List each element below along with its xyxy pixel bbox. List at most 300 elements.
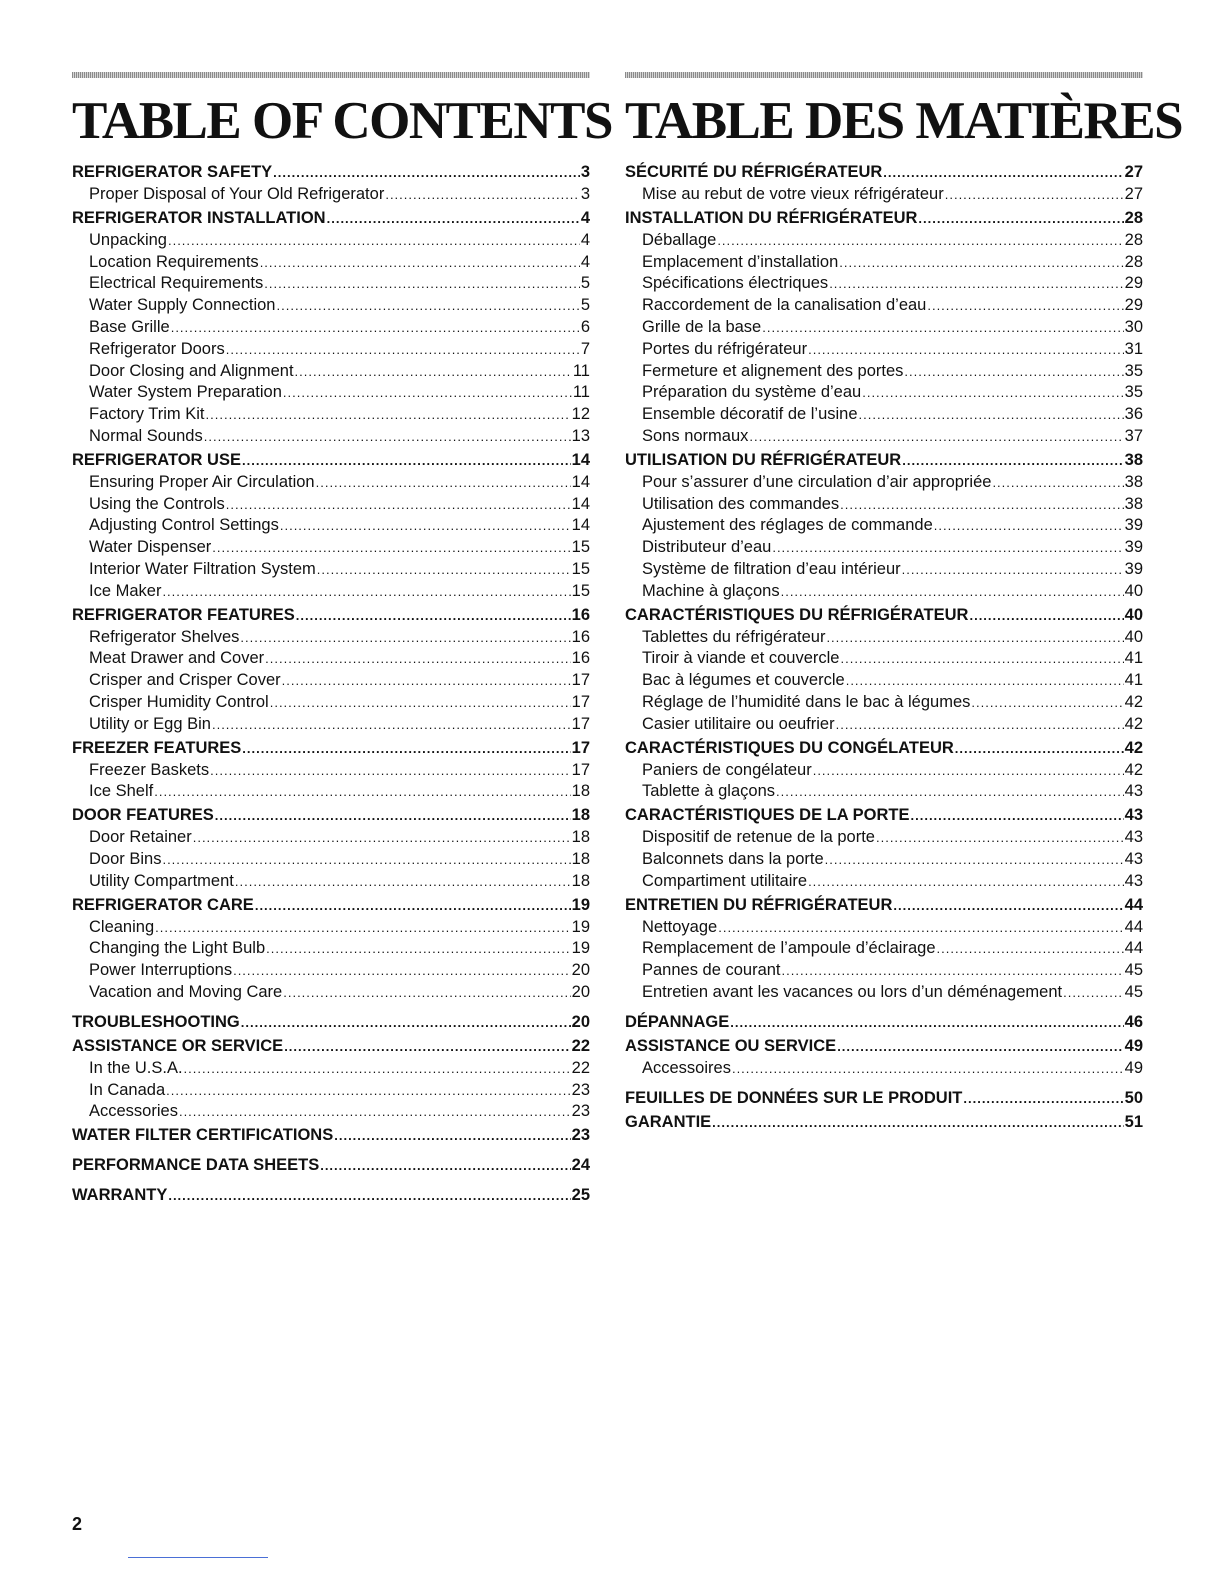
toc-subsection-entry[interactable] — [72, 581, 590, 603]
dot-leader — [273, 161, 580, 185]
dot-leader — [264, 273, 580, 295]
toc-subsection-entry[interactable] — [625, 982, 1143, 1004]
toc-subsection-entry[interactable] — [625, 827, 1143, 849]
dot-leader — [226, 494, 571, 516]
toc-subsection-entry[interactable] — [625, 760, 1143, 782]
toc-entry-page-number: 18 — [571, 871, 590, 890]
dot-leader — [212, 714, 571, 736]
toc-entry-label: Ajustement des réglages de commande — [642, 516, 933, 535]
toc-subsection-entry[interactable] — [72, 1101, 590, 1123]
dot-leader — [813, 760, 1124, 782]
toc-entry-label: Water System Preparation — [89, 383, 282, 402]
toc-subsection-entry[interactable] — [625, 295, 1143, 317]
toc-entry-page-number: 46 — [1124, 1012, 1143, 1031]
toc-entry-page-number: 5 — [580, 274, 590, 293]
dot-leader — [782, 960, 1124, 982]
toc-entry-label: Ice Shelf — [89, 782, 154, 801]
toc-section-entry[interactable] — [625, 603, 1143, 627]
toc-entry-page-number: 51 — [1124, 1112, 1143, 1131]
toc-section-entry[interactable] — [72, 1153, 590, 1177]
toc-subsection-entry[interactable] — [72, 781, 590, 803]
dot-leader — [717, 230, 1123, 252]
dot-leader — [242, 449, 571, 473]
toc-entry-label: Freezer Baskets — [89, 760, 210, 779]
dot-leader — [911, 804, 1124, 828]
toc-entry-label: Mise au rebut de votre vieux réfrigérateur — [642, 185, 944, 203]
toc-subsection-entry[interactable] — [625, 361, 1143, 383]
toc-subsection-entry[interactable] — [72, 537, 590, 559]
toc-entry-label: Vacation and Moving Care — [89, 982, 283, 1001]
dot-leader — [166, 1080, 570, 1102]
dot-leader — [327, 207, 580, 231]
dot-leader — [168, 1184, 570, 1208]
toc-entry-page-number: 43 — [1124, 806, 1143, 825]
dot-leader — [839, 252, 1123, 274]
toc-subsection-entry[interactable] — [72, 714, 590, 736]
toc-entry-page-number: 16 — [571, 605, 590, 624]
toc-section-entry[interactable] — [72, 160, 590, 184]
toc-subsection-entry[interactable] — [72, 827, 590, 849]
toc-entry-page-number: 17 — [571, 671, 590, 690]
toc-section-entry[interactable] — [625, 803, 1143, 827]
toc-section-entry[interactable] — [72, 893, 590, 917]
toc-entry-label: GARANTIE — [625, 1112, 712, 1131]
dot-leader — [837, 1035, 1123, 1059]
toc-entry-page-number: 38 — [1124, 450, 1143, 469]
toc-entry-label: Spécifications électriques — [642, 274, 829, 293]
toc-entry-label: Remplacement de l’ampoule d’éclairage — [642, 939, 936, 958]
toc-subsection-entry[interactable] — [625, 515, 1143, 537]
dot-leader — [280, 515, 571, 537]
toc-entry-label: Utility Compartment — [89, 871, 234, 890]
toc-entry-page-number: 40 — [1124, 627, 1143, 646]
toc-section-entry[interactable] — [625, 206, 1143, 230]
toc-entry-page-number: 28 — [1124, 252, 1143, 271]
dot-leader — [283, 382, 572, 404]
toc-entry-label: ASSISTANCE OR SERVICE — [72, 1036, 284, 1055]
toc-section-entry[interactable] — [72, 736, 590, 760]
dot-leader — [255, 894, 571, 918]
toc-subsection-entry[interactable] — [72, 670, 590, 692]
toc-entry-page-number: 5 — [580, 296, 590, 315]
dot-leader — [270, 692, 571, 714]
dot-leader — [295, 361, 572, 383]
toc-subsection-entry[interactable] — [72, 938, 590, 960]
toc-entry-page-number: 27 — [1124, 185, 1143, 203]
dot-leader — [876, 827, 1124, 849]
toc-entry-label: Proper Disposal of Your Old Refrigerator — [89, 185, 385, 203]
toc-entry-label: SÉCURITÉ DU RÉFRIGÉRATEUR — [625, 163, 883, 181]
toc-entry-label: Dispositif de retenue de la porte — [642, 828, 875, 847]
toc-entry-page-number: 41 — [1124, 671, 1143, 690]
toc-section-entry[interactable] — [625, 1086, 1143, 1110]
toc-entry-label: CARACTÉRISTIQUES DU RÉFRIGÉRATEUR — [625, 605, 969, 624]
toc-section-entry[interactable] — [72, 206, 590, 230]
toc-section-entry[interactable] — [625, 1110, 1143, 1134]
toc-entry-page-number: 24 — [571, 1156, 590, 1175]
toc-entry-page-number: 17 — [571, 692, 590, 711]
toc-entry-page-number: 39 — [1124, 538, 1143, 557]
dot-leader — [210, 760, 571, 782]
toc-list — [72, 160, 590, 1207]
toc-subsection-entry[interactable] — [625, 960, 1143, 982]
toc-subsection-entry[interactable] — [72, 760, 590, 782]
dot-leader — [260, 252, 580, 274]
toc-section-entry[interactable] — [72, 1183, 590, 1207]
dot-leader — [762, 317, 1123, 339]
toc-subsection-entry[interactable] — [72, 404, 590, 426]
dot-leader — [320, 1154, 570, 1178]
toc-entry-label: Crisper and Crisper Cover — [89, 671, 281, 690]
dot-leader — [193, 827, 571, 849]
toc-subsection-entry[interactable] — [625, 692, 1143, 714]
toc-entry-page-number: 41 — [1124, 649, 1143, 668]
dot-leader — [893, 894, 1123, 918]
toc-entry-page-number: 23 — [571, 1080, 590, 1099]
dot-leader — [162, 581, 570, 603]
toc-subsection-entry[interactable] — [72, 295, 590, 317]
toc-entry-page-number: 4 — [580, 208, 590, 227]
toc-subsection-entry[interactable] — [625, 273, 1143, 295]
toc-entry-page-number: 40 — [1124, 605, 1143, 624]
toc-entry-page-number: 42 — [1124, 692, 1143, 711]
toc-entry-page-number: 6 — [580, 317, 590, 336]
toc-entry-page-number: 15 — [571, 559, 590, 578]
toc-entry-page-number: 18 — [571, 806, 590, 825]
toc-entry-page-number: 19 — [571, 939, 590, 958]
toc-entry-page-number: 43 — [1124, 782, 1143, 801]
toc-subsection-entry[interactable] — [72, 917, 590, 939]
toc-subsection-entry[interactable] — [72, 1058, 590, 1080]
toc-entry-page-number: 17 — [571, 714, 590, 733]
toc-subsection-entry[interactable] — [72, 515, 590, 537]
toc-entry-page-number: 27 — [1124, 163, 1143, 181]
toc-entry-page-number: 29 — [1124, 274, 1143, 293]
page-number: 2 — [72, 1514, 83, 1534]
dot-leader — [204, 426, 571, 448]
toc-section-entry[interactable] — [72, 1123, 590, 1147]
toc-entry-page-number: 35 — [1124, 383, 1143, 402]
toc-section-entry[interactable] — [72, 1010, 590, 1034]
toc-entry-page-number: 19 — [571, 917, 590, 936]
toc-entry-page-number: 31 — [1124, 339, 1143, 358]
toc-entry-label: Accessoires — [642, 1058, 731, 1077]
dot-leader — [215, 804, 571, 828]
toc-entry-page-number: 23 — [571, 1126, 590, 1145]
toc-entry-page-number: 3 — [580, 163, 590, 181]
toc-subsection-entry[interactable] — [625, 472, 1143, 494]
toc-subsection-entry[interactable] — [72, 494, 590, 516]
toc-entry-page-number: 14 — [571, 494, 590, 513]
toc-subsection-entry[interactable] — [625, 627, 1143, 649]
dot-leader — [963, 1087, 1123, 1111]
toc-entry-label: UTILISATION DU RÉFRIGÉRATEUR — [625, 450, 902, 469]
toc-entry-label: CARACTÉRISTIQUES DU CONGÉLATEUR — [625, 738, 954, 757]
toc-subsection-entry[interactable] — [625, 1058, 1143, 1080]
toc-section-entry[interactable] — [625, 736, 1143, 760]
toc-section-entry[interactable] — [72, 448, 590, 472]
toc-entry-page-number: 42 — [1124, 760, 1143, 779]
dot-leader — [316, 472, 571, 494]
toc-subsection-entry[interactable] — [625, 581, 1143, 603]
toc-entry-page-number: 14 — [571, 450, 590, 469]
toc-subsection-entry[interactable] — [625, 781, 1143, 803]
toc-subsection-entry[interactable] — [625, 714, 1143, 736]
dot-leader — [718, 917, 1123, 939]
toc-entry-page-number: 44 — [1124, 895, 1143, 914]
toc-subsection-entry[interactable] — [72, 317, 590, 339]
toc-section-entry[interactable] — [625, 160, 1143, 184]
dot-leader — [918, 207, 1123, 231]
toc-entry-label: Ice Maker — [89, 581, 162, 600]
toc-entry-page-number: 25 — [571, 1186, 590, 1205]
toc-entry-label: REFRIGERATOR FEATURES — [72, 605, 295, 624]
toc-entry-label: REFRIGERATOR CARE — [72, 895, 254, 914]
toc-subsection-entry[interactable] — [72, 960, 590, 982]
dot-leader — [296, 604, 571, 628]
dot-leader — [808, 871, 1124, 893]
toc-entry-label: Meat Drawer and Cover — [89, 649, 265, 668]
toc-entry-label: Door Retainer — [89, 828, 192, 847]
toc-entry-page-number: 19 — [571, 895, 590, 914]
toc-subsection-entry[interactable] — [72, 230, 590, 252]
dot-leader — [808, 339, 1124, 361]
dot-leader — [712, 1111, 1123, 1135]
dot-leader — [862, 382, 1123, 404]
toc-entry-page-number: 45 — [1124, 982, 1143, 1001]
toc-entry-label: Sons normaux — [642, 426, 749, 445]
toc-entry-label: PERFORMANCE DATA SHEETS — [72, 1156, 320, 1175]
toc-entry-page-number: 11 — [572, 383, 590, 402]
dot-leader — [179, 1101, 571, 1123]
toc-subsection-entry[interactable] — [625, 426, 1143, 448]
toc-subsection-entry[interactable] — [625, 317, 1143, 339]
toc-subsection-entry[interactable] — [72, 361, 590, 383]
toc-entry-page-number: 38 — [1124, 494, 1143, 513]
toc-entry-label: Door Bins — [89, 849, 162, 868]
toc-entry-page-number: 44 — [1124, 917, 1143, 936]
toc-entry-page-number: 14 — [571, 516, 590, 535]
toc-subsection-entry[interactable] — [625, 252, 1143, 274]
toc-subsection-entry[interactable] — [72, 382, 590, 404]
toc-entry-page-number: 39 — [1124, 516, 1143, 535]
toc-entry-page-number: 45 — [1124, 961, 1143, 980]
toc-entry-label: Raccordement de la canalisation d’eau — [642, 296, 927, 315]
toc-entry-label: In the U.S.A. — [89, 1058, 183, 1077]
toc-section-entry[interactable] — [625, 448, 1143, 472]
toc-subsection-entry[interactable] — [72, 252, 590, 274]
toc-entry-label: ASSISTANCE OU SERVICE — [625, 1036, 837, 1055]
toc-entry-label: Tablettes du réfrigérateur — [642, 627, 826, 646]
toc-subsection-entry[interactable] — [72, 871, 590, 893]
toc-entry-label: FEUILLES DE DONNÉES SUR LE PRODUIT — [625, 1088, 963, 1107]
toc-column-english — [72, 72, 612, 1207]
toc-subsection-entry[interactable] — [72, 426, 590, 448]
dot-leader — [732, 1058, 1124, 1080]
toc-entry-page-number: 11 — [572, 361, 590, 380]
toc-entry-label: Door Closing and Alignment — [89, 361, 294, 380]
toc-entry-page-number: 17 — [571, 738, 590, 757]
dot-leader — [282, 670, 571, 692]
toc-subsection-entry[interactable] — [72, 648, 590, 670]
toc-subsection-entry[interactable] — [625, 871, 1143, 893]
toc-entry-page-number: 22 — [571, 1058, 590, 1077]
dot-leader — [883, 161, 1123, 185]
dot-leader — [902, 449, 1123, 473]
toc-subsection-entry[interactable] — [72, 472, 590, 494]
toc-entry-label: Bac à légumes et couvercle — [642, 671, 845, 690]
toc-subsection-entry[interactable] — [625, 230, 1143, 252]
toc-entry-label: Grille de la base — [642, 317, 762, 336]
toc-subsection-entry[interactable] — [72, 1080, 590, 1102]
dot-leader — [826, 627, 1123, 649]
toc-entry-page-number: 37 — [1124, 426, 1143, 445]
toc-subsection-entry[interactable] — [625, 404, 1143, 426]
toc-entry-page-number: 36 — [1124, 405, 1143, 424]
toc-entry-page-number: 17 — [571, 760, 590, 779]
toc-section-entry[interactable] — [625, 893, 1143, 917]
toc-entry-page-number: 4 — [580, 230, 590, 249]
toc-entry-label: FREEZER FEATURES — [72, 738, 242, 757]
toc-subsection-entry[interactable] — [625, 494, 1143, 516]
toc-subsection-entry[interactable] — [72, 184, 590, 206]
toc-subsection-entry[interactable] — [72, 339, 590, 361]
toc-section-entry[interactable] — [625, 1010, 1143, 1034]
toc-entry-page-number: 43 — [1124, 828, 1143, 847]
toc-subsection-entry[interactable] — [72, 692, 590, 714]
toc-entry-label: Refrigerator Doors — [89, 339, 225, 358]
toc-subsection-entry[interactable] — [625, 938, 1143, 960]
toc-entry-label: Cleaning — [89, 917, 155, 936]
toc-entry-label: Compartiment utilitaire — [642, 871, 808, 890]
toc-entry-page-number: 23 — [571, 1102, 590, 1121]
dot-leader — [334, 1124, 570, 1148]
toc-entry-label: Paniers de congélateur — [642, 760, 812, 779]
toc-entry-label: REFRIGERATOR SAFETY — [72, 163, 273, 181]
dot-leader — [772, 537, 1123, 559]
dot-leader — [971, 692, 1123, 714]
dot-leader — [240, 627, 570, 649]
toc-entry-page-number: 39 — [1124, 559, 1143, 578]
dot-leader — [840, 648, 1123, 670]
dot-leader — [902, 559, 1124, 581]
toc-entry-label: Emplacement d’installation — [642, 252, 839, 271]
toc-entry-label: Distributeur d’eau — [642, 538, 772, 557]
toc-section-entry[interactable] — [72, 1034, 590, 1058]
toc-section-entry[interactable] — [72, 603, 590, 627]
toc-entry-page-number: 15 — [571, 538, 590, 557]
toc-entry-label: Machine à glaçons — [642, 581, 780, 600]
dot-leader — [955, 737, 1124, 761]
toc-entry-label: Refrigerator Shelves — [89, 627, 240, 646]
dot-leader — [825, 849, 1124, 871]
toc-entry-label: Utility or Egg Bin — [89, 714, 211, 733]
dot-leader — [171, 317, 580, 339]
toc-entry-label: INSTALLATION DU RÉFRIGÉRATEUR — [625, 208, 918, 227]
toc-subsection-entry[interactable] — [625, 184, 1143, 206]
dot-leader — [836, 714, 1124, 736]
toc-entry-page-number: 35 — [1124, 361, 1143, 380]
dot-leader — [730, 1011, 1123, 1035]
toc-entry-label: WARRANTY — [72, 1186, 168, 1205]
toc-entry-label: REFRIGERATOR USE — [72, 450, 241, 469]
toc-entry-page-number: 4 — [580, 252, 590, 271]
dot-leader — [226, 339, 580, 361]
toc-entry-page-number: 29 — [1124, 296, 1143, 315]
toc-section-entry[interactable] — [625, 1034, 1143, 1058]
toc-subsection-entry[interactable] — [72, 559, 590, 581]
toc-entry-page-number: 49 — [1124, 1036, 1143, 1055]
toc-entry-label: REFRIGERATOR INSTALLATION — [72, 208, 326, 227]
toc-subsection-entry[interactable] — [625, 382, 1143, 404]
toc-entry-page-number: 18 — [571, 828, 590, 847]
toc-subsection-entry[interactable] — [625, 917, 1143, 939]
toc-entry-label: Système de filtration d’eau intérieur — [642, 559, 901, 578]
toc-entry-label: DÉPANNAGE — [625, 1012, 730, 1031]
dot-leader — [904, 361, 1123, 383]
toc-subsection-entry[interactable] — [625, 648, 1143, 670]
toc-subsection-entry[interactable] — [625, 670, 1143, 692]
toc-entry-label: Casier utilitaire ou oeufrier — [642, 714, 835, 733]
dot-leader — [277, 295, 580, 317]
toc-entry-label: CARACTÉRISTIQUES DE LA PORTE — [625, 806, 910, 825]
toc-subsection-entry[interactable] — [72, 627, 590, 649]
toc-section-entry[interactable] — [72, 803, 590, 827]
toc-entry-page-number: 20 — [571, 961, 590, 980]
toc-entry-label: Nettoyage — [642, 917, 718, 936]
toc-subsection-entry[interactable] — [625, 849, 1143, 871]
toc-entry-label: Accessories — [89, 1102, 178, 1121]
toc-entry-page-number: 40 — [1124, 581, 1143, 600]
toc-subsection-entry[interactable] — [72, 982, 590, 1004]
toc-entry-page-number: 49 — [1124, 1058, 1143, 1077]
toc-entry-label: Déballage — [642, 230, 717, 249]
dot-leader — [840, 494, 1123, 516]
toc-entry-page-number: 22 — [571, 1036, 590, 1055]
dot-leader — [937, 938, 1124, 960]
dot-leader — [749, 426, 1123, 448]
toc-entry-label: Ensemble décoratif de l’usine — [642, 405, 858, 424]
toc-entry-label: Portes du réfrigérateur — [642, 339, 808, 358]
header-rule — [72, 72, 590, 78]
dot-leader — [992, 472, 1123, 494]
toc-subsection-entry[interactable] — [72, 849, 590, 871]
toc-entry-label: Base Grille — [89, 317, 170, 336]
toc-entry-label: Préparation du système d’eau — [642, 383, 862, 402]
toc-entry-page-number: 16 — [571, 627, 590, 646]
toc-entry-page-number: 38 — [1124, 472, 1143, 491]
toc-subsection-entry[interactable] — [625, 559, 1143, 581]
dot-leader — [927, 295, 1123, 317]
toc-entry-page-number: 50 — [1124, 1088, 1143, 1107]
dot-leader — [846, 670, 1124, 692]
toc-subsection-entry[interactable] — [625, 537, 1143, 559]
toc-entry-label: In Canada — [89, 1080, 166, 1099]
toc-entry-label: Utilisation des commandes — [642, 494, 840, 513]
toc-entry-label: Pannes de courant — [642, 961, 781, 980]
dot-leader — [241, 1011, 571, 1035]
toc-entry-page-number: 18 — [571, 849, 590, 868]
toc-entry-label: Normal Sounds — [89, 426, 203, 445]
toc-entry-page-number: 28 — [1124, 208, 1143, 227]
toc-entry-label: Unpacking — [89, 230, 167, 249]
toc-entry-page-number: 15 — [571, 581, 590, 600]
toc-subsection-entry[interactable] — [72, 273, 590, 295]
dot-leader — [168, 230, 580, 252]
toc-subsection-entry[interactable] — [625, 339, 1143, 361]
page-title: TABLE OF CONTENTS — [72, 92, 612, 150]
dot-leader — [859, 404, 1124, 426]
